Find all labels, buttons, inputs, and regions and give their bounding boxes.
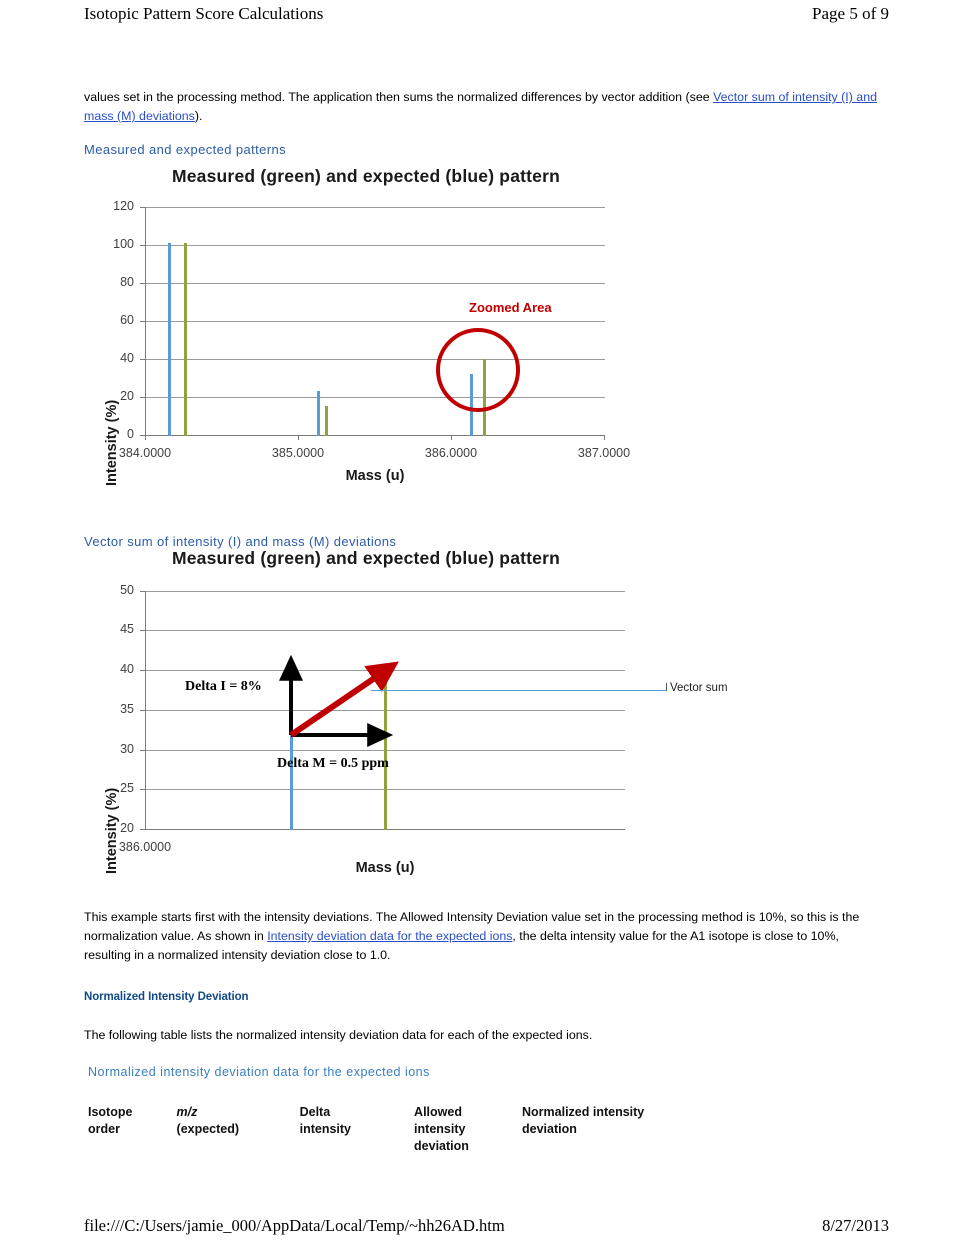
chart1-y-tick xyxy=(140,207,145,208)
explanation-block xyxy=(84,908,884,971)
vector-sum-callout-label: Vector sum xyxy=(670,682,728,694)
chart2-y-tick xyxy=(140,829,145,830)
normalized-intensity-deviation-table xyxy=(88,1104,738,1155)
column-header-mz-expected: m/z (expected) xyxy=(176,1105,240,1136)
chart1-y-tick-label: 0 xyxy=(127,427,134,441)
chart1-y-tick xyxy=(140,321,145,322)
chart2-title: Measured (green) and expected (blue) pattern xyxy=(171,548,561,568)
intro-text-part2: ). xyxy=(194,109,203,123)
chart2-y-tick xyxy=(140,750,145,751)
chart2-y-tick-label: 20 xyxy=(120,821,134,835)
chart2-x-axis-title: Mass (u) xyxy=(355,860,415,876)
intro-paragraph xyxy=(84,88,884,126)
chart1-y-tick xyxy=(140,397,145,398)
chart1-y-tick xyxy=(140,245,145,246)
intensity-deviation-data-link[interactable]: Intensity deviation data for the expected ions xyxy=(267,929,513,943)
chart1-gridline xyxy=(145,245,605,246)
chart1-x-axis-title: Mass (u) xyxy=(345,468,405,484)
page-header xyxy=(84,4,889,30)
table-intro-paragraph: The following table lists the normalized intensity deviation data for each of the expected ions. xyxy=(84,1028,593,1042)
delta-i-label: Delta I = 8% xyxy=(185,679,262,694)
chart2-y-tick xyxy=(140,789,145,790)
chart1-x-tick-label: 386.0000 xyxy=(424,446,478,460)
page-title: Isotopic Pattern Score Calculations xyxy=(84,4,324,23)
table-header-row xyxy=(88,1104,738,1155)
chart2-y-axis xyxy=(145,591,146,830)
chart1-measured-spike xyxy=(325,406,328,436)
chart2-gridline xyxy=(145,630,625,631)
chart1-y-tick-label: 80 xyxy=(120,275,134,289)
chart1-y-tick-label: 120 xyxy=(113,199,134,213)
chart1-y-tick-label: 20 xyxy=(120,389,134,403)
chart1-x-tick-label: 385.0000 xyxy=(271,446,325,460)
chart1-y-tick-label: 60 xyxy=(120,313,134,327)
delta-m-label: Delta M = 0.5 ppm xyxy=(277,756,389,771)
chart1-x-tick xyxy=(604,435,605,440)
chart2-gridline xyxy=(145,591,625,592)
column-header-allowed-intensity-deviation: Allowed intensity deviation xyxy=(414,1105,469,1153)
chart1-gridline xyxy=(145,321,605,322)
column-header-isotope-order: Isotope order xyxy=(88,1105,133,1136)
chart1-x-tick-label: 384.0000 xyxy=(118,446,172,460)
chart-measured-expected-pattern xyxy=(86,166,646,486)
vector-sum-callout-line xyxy=(371,690,666,691)
chart-vector-sum-deviations xyxy=(86,548,746,888)
chart2-y-tick-label: 35 xyxy=(120,702,134,716)
chart1-x-tick-label: 387.0000 xyxy=(577,446,631,460)
chart1-measured-spike xyxy=(184,243,187,436)
page-number: Page 5 of 9 xyxy=(812,4,889,23)
chart2-expected-line xyxy=(290,663,293,830)
chart2-y-axis-title: Intensity (%) xyxy=(104,787,120,874)
chart1-x-tick xyxy=(298,435,299,440)
chart2-arrow-overlay xyxy=(86,548,746,888)
chart2-y-tick-label: 25 xyxy=(120,781,134,795)
chart1-title: Measured (green) and expected (blue) pattern xyxy=(171,166,561,186)
chart1-y-tick-label: 40 xyxy=(120,351,134,365)
chart2-y-tick xyxy=(140,710,145,711)
chart1-x-tick xyxy=(451,435,452,440)
column-header-normalized-intensity-deviation: Normalized intensity deviation xyxy=(522,1105,645,1136)
chart2-y-tick-label: 45 xyxy=(120,622,134,636)
chart1-x-axis xyxy=(145,435,605,436)
vector-sum-callout-tick xyxy=(666,683,667,691)
chart1-expected-spike xyxy=(317,391,320,436)
chart1-gridline xyxy=(145,397,605,398)
chart2-y-tick xyxy=(140,591,145,592)
chart2-y-tick xyxy=(140,630,145,631)
explanation-paragraph xyxy=(84,908,884,965)
footer-date: 8/27/2013 xyxy=(822,1216,889,1235)
explanation-text-part1: This example starts first with the intensity deviations. The Allowed Intensity Deviation value set in the processing method is 10%, so this is the normalization value. As shown in xyxy=(84,910,860,943)
chart2-y-tick-label: 40 xyxy=(120,662,134,676)
table-caption: Normalized intensity deviation data for the expected ions xyxy=(88,1065,430,1079)
explanation-text-part2: , the delta intensity value for the A1 isotope is close to 10%, resulting in a normalized intensity deviation close to 1.0. xyxy=(84,929,839,962)
section-heading-normalized-intensity-deviation: Normalized Intensity Deviation xyxy=(84,991,249,1003)
heading-vector-sum: Vector sum of intensity (I) and mass (M) deviations xyxy=(84,534,397,549)
chart2-y-tick-label: 30 xyxy=(120,742,134,756)
vector-sum-link[interactable]: Vector sum of intensity (I) and mass (M) deviations xyxy=(84,90,877,123)
zoomed-area-circle xyxy=(436,328,520,412)
vector-sum-arrow xyxy=(291,673,382,735)
chart1-y-axis-title: Intensity (%) xyxy=(104,399,120,486)
intro-text-part1: values set in the processing method. The application then sums the normalized differences by vector addition (see xyxy=(84,90,714,104)
chart1-y-axis xyxy=(145,207,146,436)
chart2-x-tick-label: 386.0000 xyxy=(118,840,172,854)
heading-measured-expected-patterns: Measured and expected patterns xyxy=(84,142,287,157)
chart1-y-tick xyxy=(140,283,145,284)
footer-file-path: file:///C:/Users/jamie_000/AppData/Local/Temp/~hh26AD.htm xyxy=(84,1216,505,1235)
chart1-gridline xyxy=(145,283,605,284)
chart1-expected-spike xyxy=(168,243,171,436)
document-body xyxy=(84,88,884,163)
zoomed-area-label: Zoomed Area xyxy=(469,300,552,315)
chart2-y-tick-label: 50 xyxy=(120,583,134,597)
chart1-x-tick xyxy=(145,435,146,440)
chart1-y-tick xyxy=(140,359,145,360)
page-footer xyxy=(84,1216,889,1240)
chart2-y-tick xyxy=(140,670,145,671)
chart1-gridline xyxy=(145,359,605,360)
chart1-gridline xyxy=(145,207,605,208)
column-header-delta-intensity: Delta intensity xyxy=(299,1105,352,1136)
chart1-y-tick-label: 100 xyxy=(113,237,134,251)
